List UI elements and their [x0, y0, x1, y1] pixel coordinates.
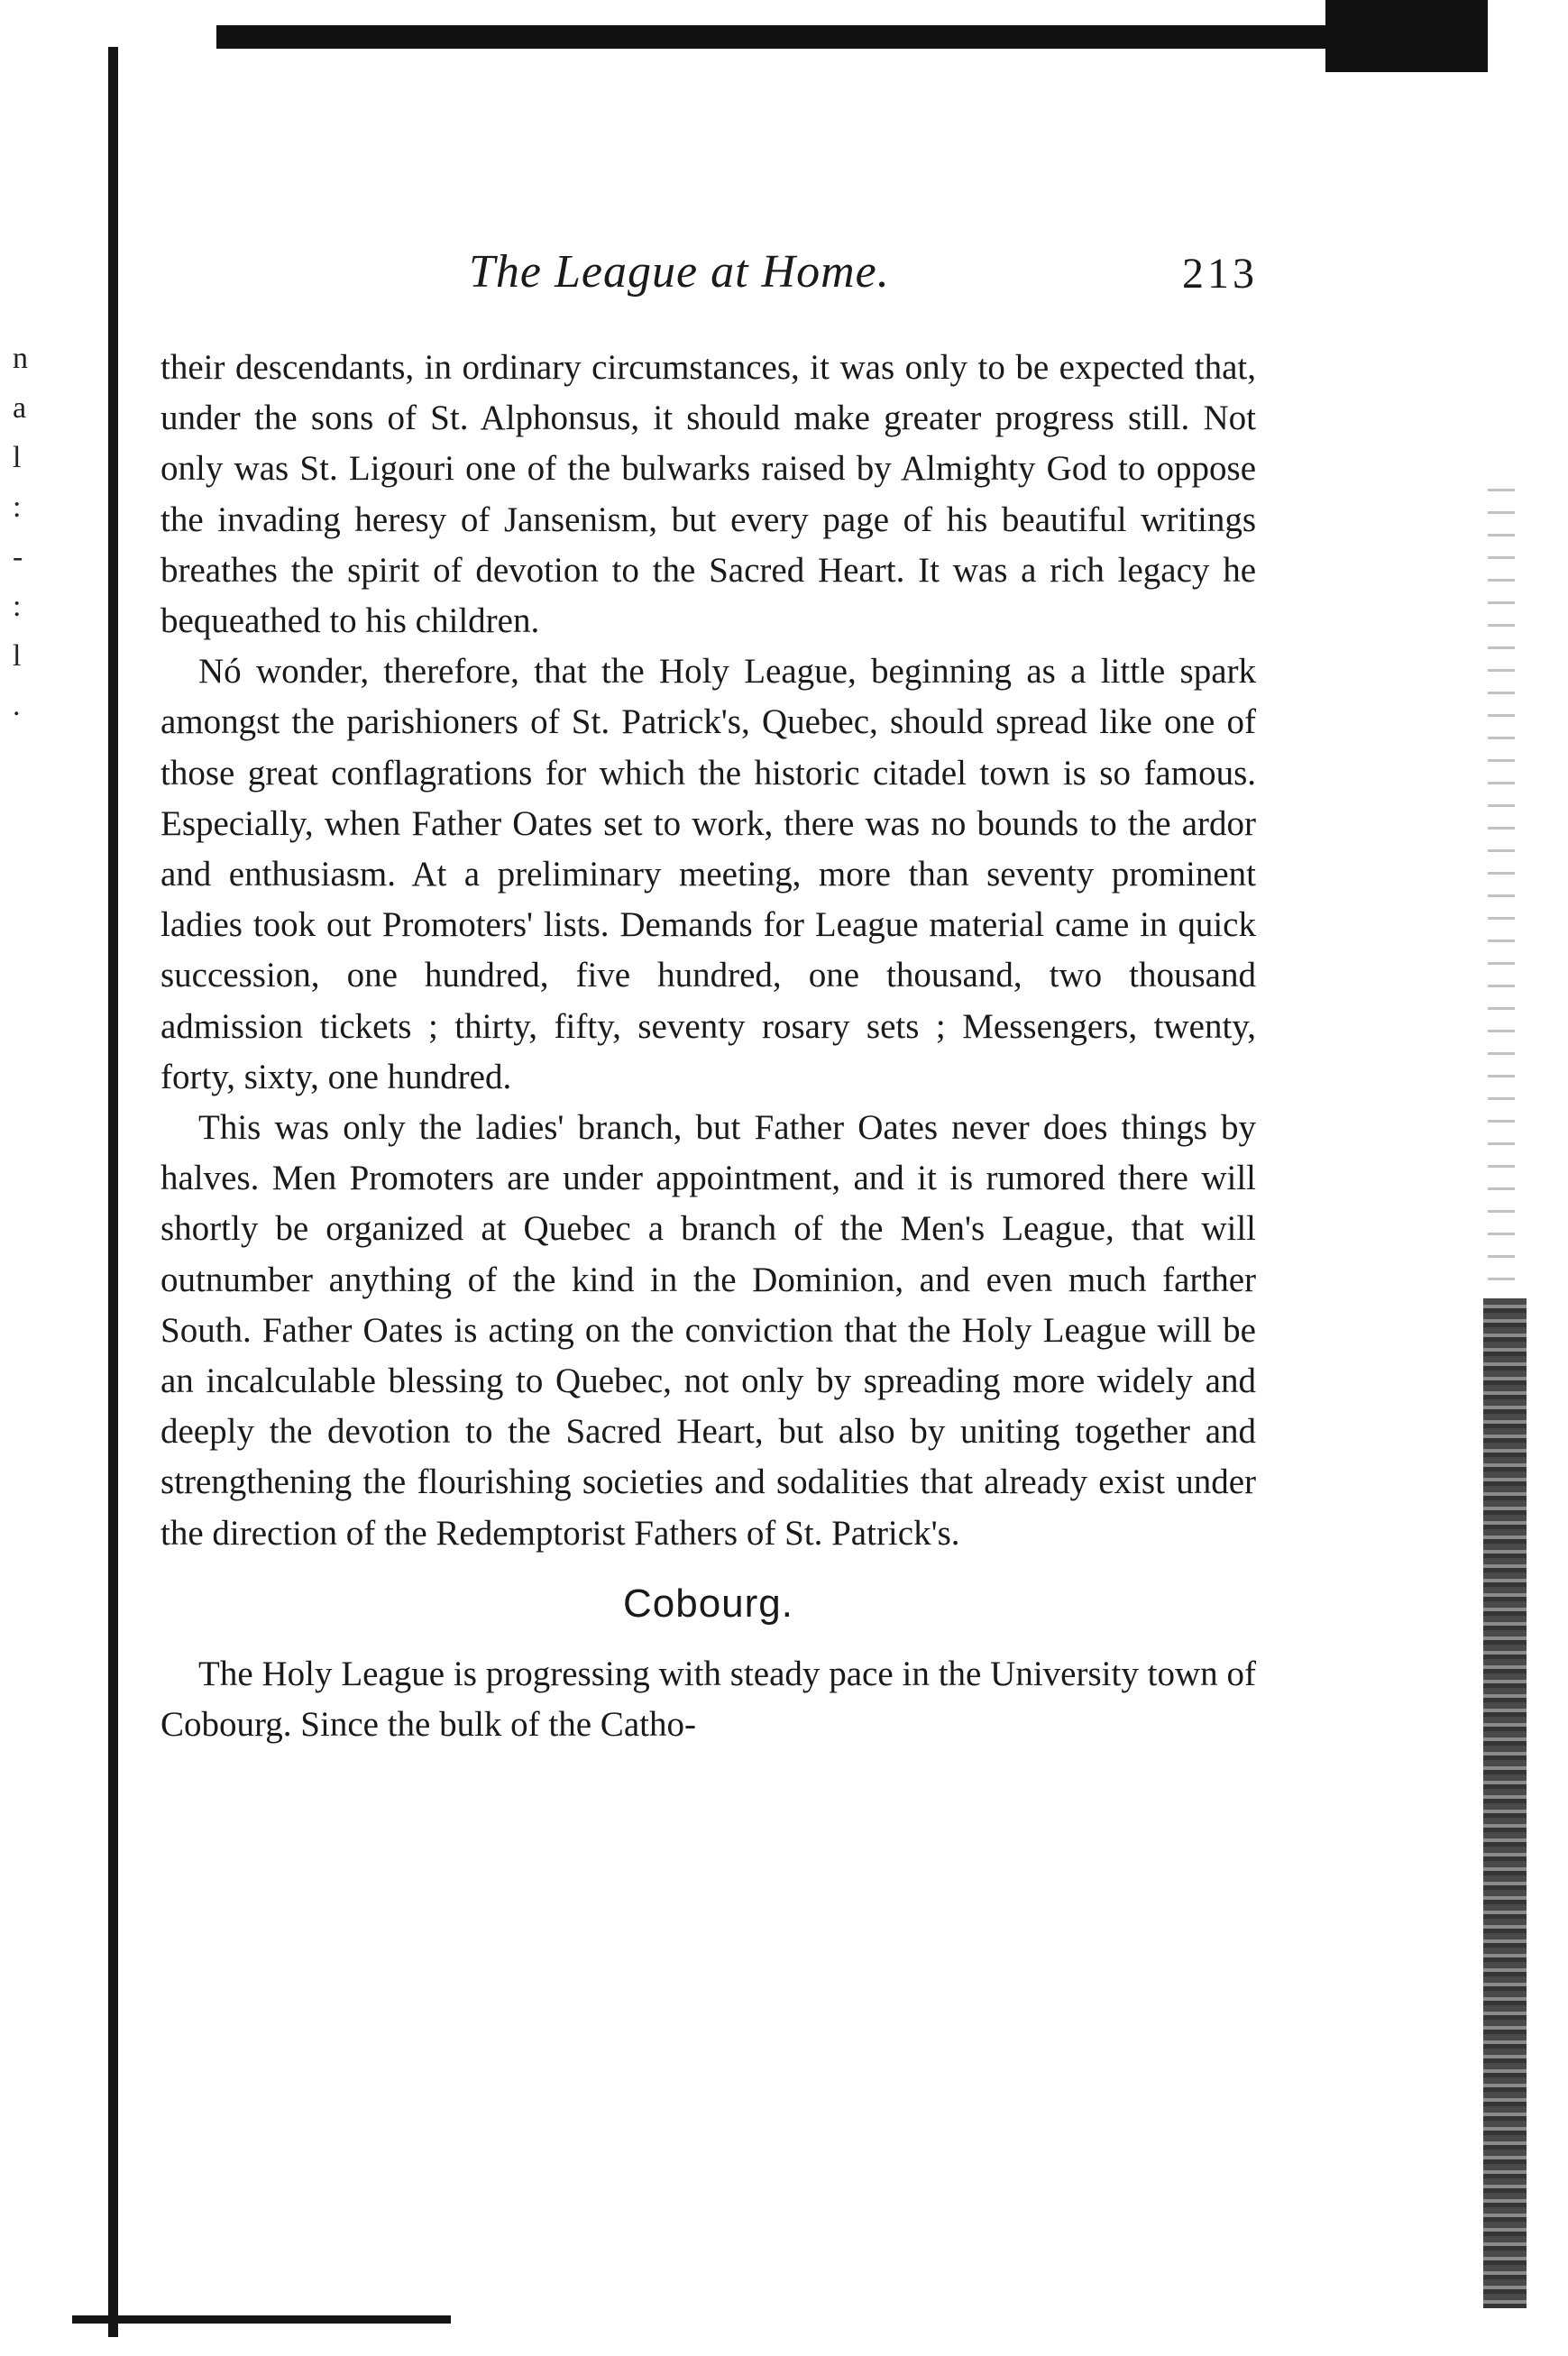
paragraph: Nó wonder, therefore, that the Holy League, beginning as a little spark amongst the parishioners of St. Patrick's, Quebec, should spread like one of those great conflagrations for which the historic citadel town is so famous. Especially, when Father Oates set to work, there was no bounds to the ardor and enthusiasm. At a preliminary meeting, more than seventy prominent ladies took out Promoters' lists. Demands for League material came in quick succession, one hundred, five hundred, one thousand, two thousand admission tickets ; thirty, fifty, seventy rosary sets ; Messengers, twenty, forty, sixty, one hundred.	[160, 652, 1256, 1096]
margin-fragment: -	[13, 540, 23, 573]
body-text	[160, 343, 1256, 1750]
facing-page-margin-fragments	[13, 334, 49, 730]
running-head	[158, 245, 1258, 308]
section-heading: Cobourg.	[622, 1581, 793, 1626]
margin-fragment: :	[13, 490, 22, 524]
paragraph: This was only the ladies' branch, but Father Oates never does things by halves. Men Promoters are under appointment, and it is rumored there will shortly be organized at Quebec a branch of the Men's League, that will outnumber anything of the kind in the Dominion, and even much farther South. Father Oates is acting on the conviction that the Holy League will be an incalculable blessing to Quebec, not only by spreading more widely and deeply the devotion to the Sacred Heart, but also by uniting together and strengthening the flourishing societies and sodalities that already exist under the direction of the Redemptorist Fathers of St. Patrick's.	[160, 1108, 1256, 1553]
scan-right-page-edge	[1483, 1298, 1527, 2308]
scan-bottom-border	[72, 2315, 451, 2324]
paragraph: The Holy League is progressing with steady pace in the University town of Cobourg. Since the bulk of the Catho-	[160, 1654, 1256, 1745]
margin-fragment: :	[13, 590, 22, 623]
scan-left-binding-edge	[108, 47, 118, 2337]
running-title: The League at Home.	[469, 246, 890, 298]
margin-fragment: l	[13, 639, 22, 673]
margin-fragment: n	[13, 342, 28, 375]
paragraph: their descendants, in ordinary circumstances, it was only to be expected that, under the sons of St. Alphonsus, it should make greater progress still. Not only was St. Ligouri one of the bulwarks raised by Almighty God to oppose the invading heresy of Jansenism, but every page of his beautiful writings breathes the spirit of devotion to the Sacred Heart. It was a rich legacy he bequeathed to his children.	[160, 348, 1256, 641]
margin-fragment: a	[13, 391, 27, 425]
page-number: 213	[1182, 250, 1258, 298]
scan-top-border	[216, 25, 1488, 49]
scan-right-page-edge-faint	[1488, 469, 1515, 1280]
margin-fragment: .	[13, 689, 21, 722]
scan-top-corner	[1325, 0, 1488, 72]
margin-fragment: l	[13, 441, 22, 474]
